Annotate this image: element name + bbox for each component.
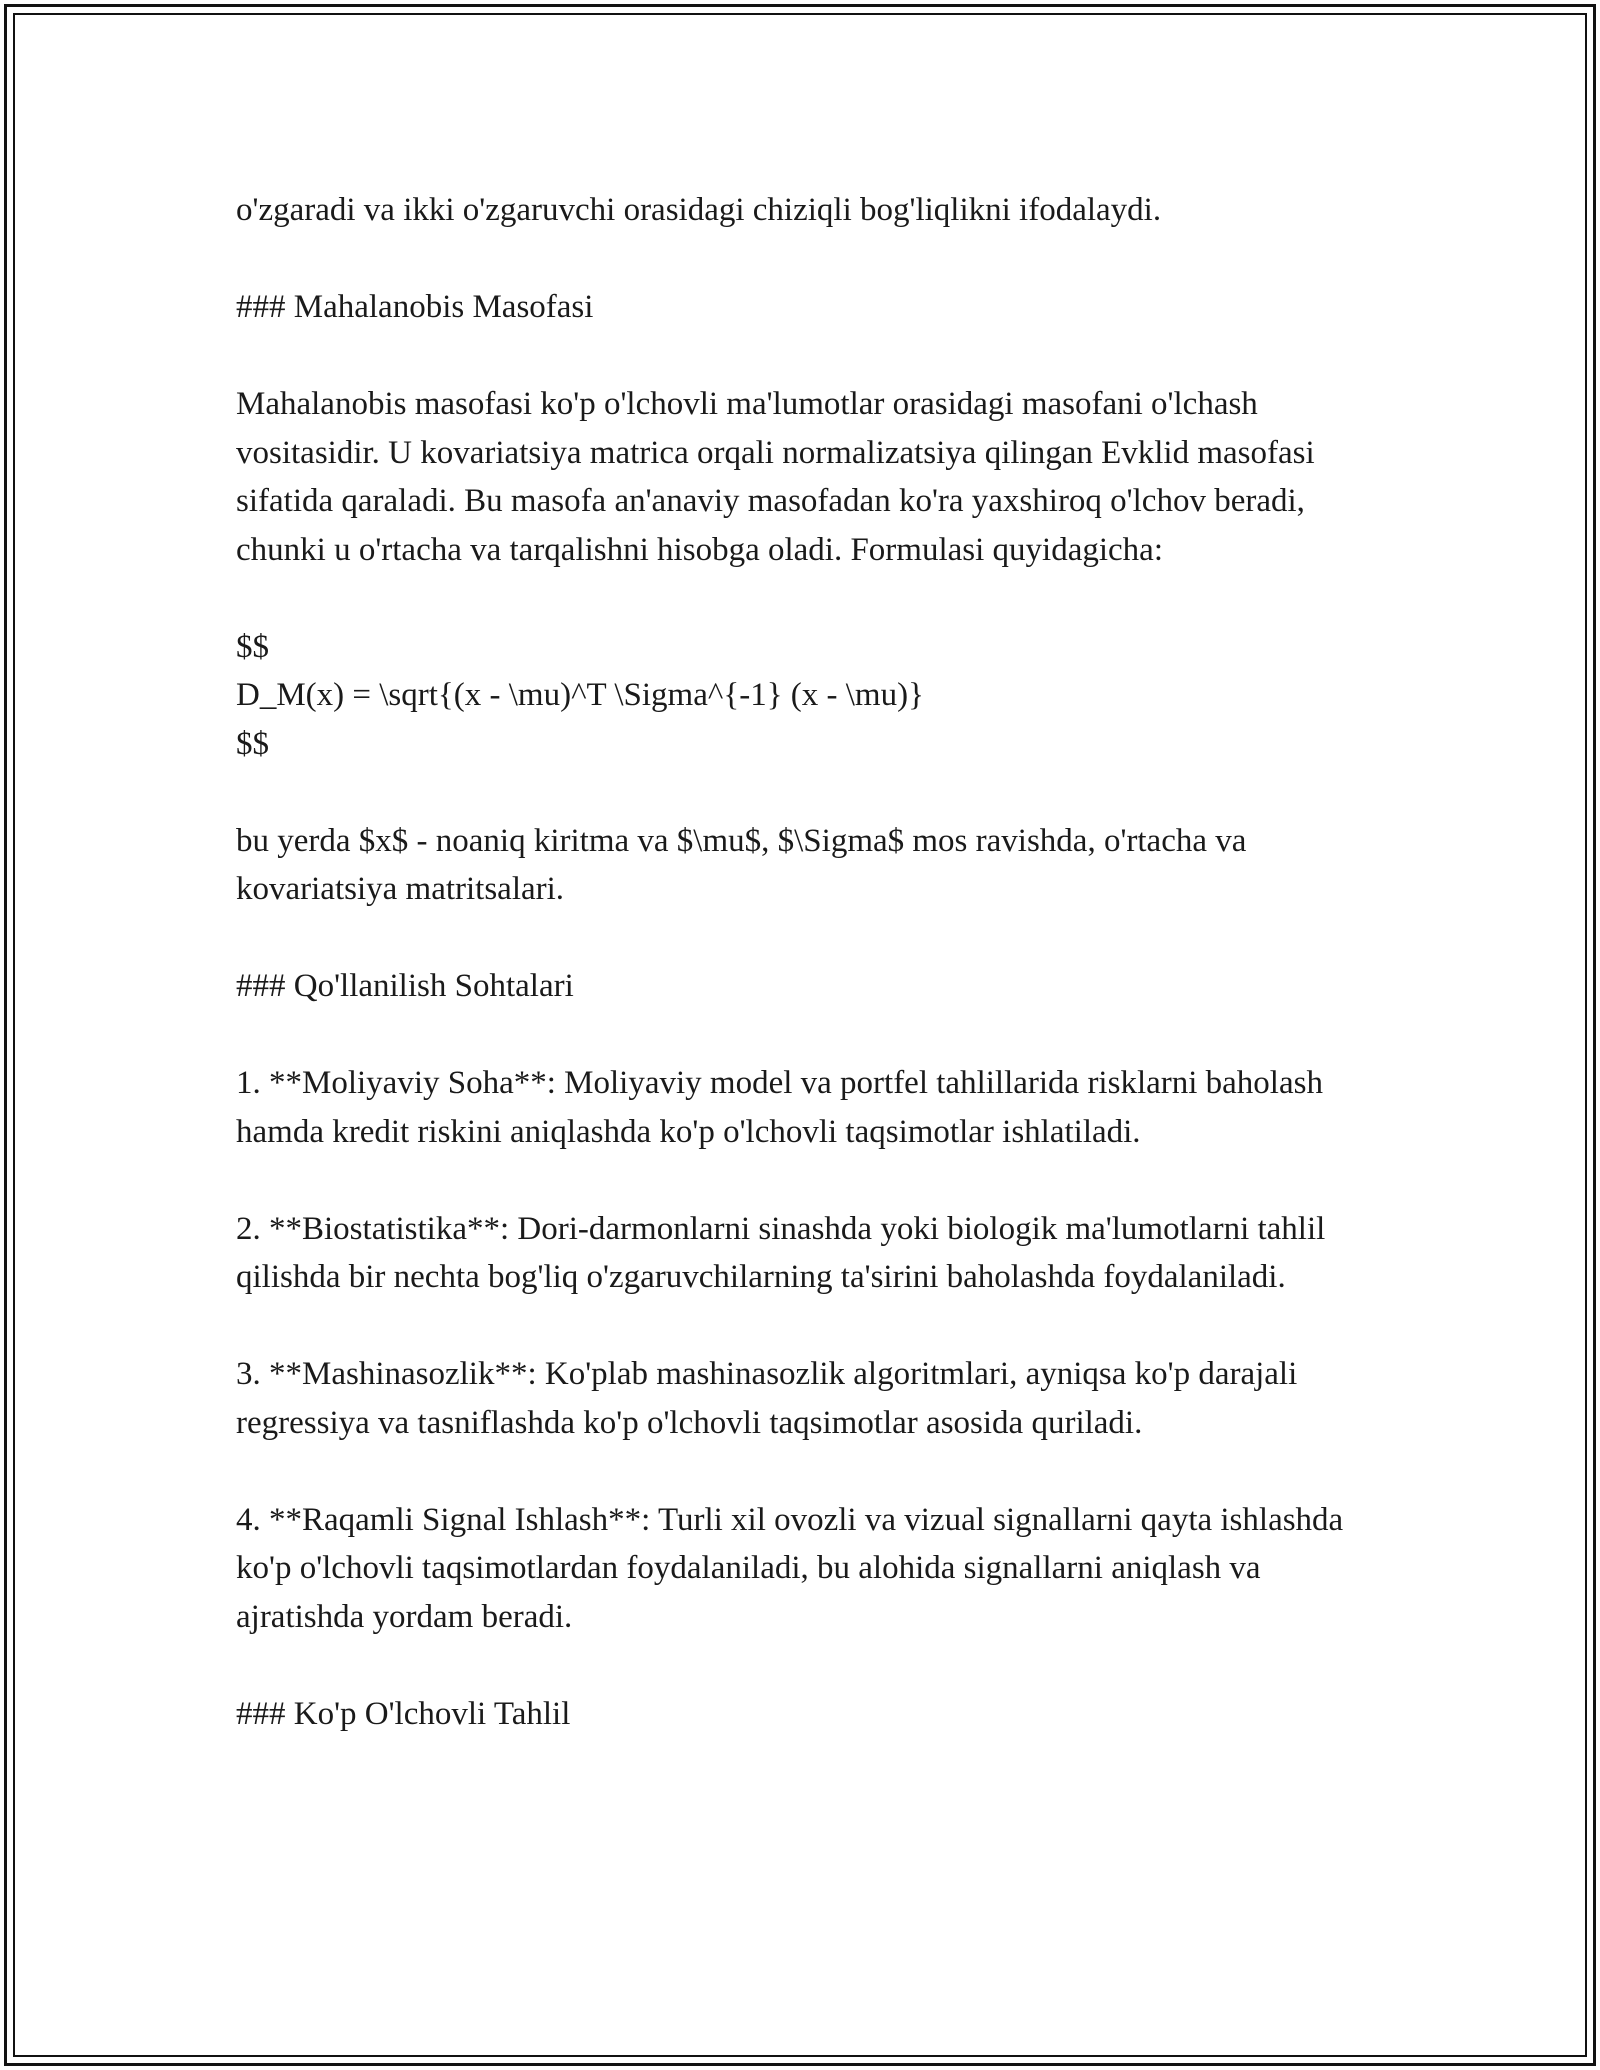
spacer	[236, 1302, 1376, 1351]
spacer	[236, 1447, 1376, 1496]
heading-mahalanobis: ### Mahalanobis Masofasi	[236, 289, 594, 325]
heading-applications: ### Qo'llanilish Sohtalari	[236, 968, 574, 1004]
spacer	[236, 914, 1376, 963]
formula-body: D_M(x) = \sqrt{(x - \mu)^T \Sigma^{-1} (x - \mu)}	[236, 677, 924, 713]
list-item-biostatistics: 2. **Biostatistika**: Dori-darmonlarni sinashda yoki biologik ma'lumotlarni tahlil qilishda bir nechta bog'liq o'zgaruvchilarning ta'sirini baholashda foydalaniladi.	[236, 1210, 1326, 1295]
formula-close-delimiter: $$	[236, 725, 269, 762]
spacer	[236, 1641, 1376, 1690]
spacer	[236, 574, 1376, 623]
document-body	[236, 186, 1376, 1738]
spacer	[236, 1156, 1376, 1205]
spacer	[236, 235, 1376, 284]
list-item-finance: 1. **Moliyaviy Soha**: Moliyaviy model va portfel tahlillarida risklarni baholash hamda kredit riskini aniqlashda ko'p o'lchovli taqsimotlar ishlatiladi.	[236, 1065, 1323, 1150]
spacer	[236, 332, 1376, 381]
heading-multivariate-analysis: ### Ko'p O'lchovli Tahlil	[236, 1695, 571, 1732]
spacer	[236, 768, 1376, 817]
formula-block	[236, 623, 1376, 769]
paragraph-intro: o'zgaradi va ikki o'zgaruvchi orasidagi chiziqli bog'liqlikni ifodalaydi.	[236, 192, 1162, 228]
spacer	[236, 1011, 1376, 1060]
formula-open-delimiter: $$	[236, 628, 269, 665]
list-item-signal-processing: 4. **Raqamli Signal Ishlash**: Turli xil ovozli va vizual signallarni qayta ishlashda ko'p o'lchovli taqsimotlardan foydalaniladi, bu alohida signallarni aniqlash va ajratishda yordam beradi.	[236, 1501, 1344, 1635]
paragraph-formula-explanation: bu yerda $x$ - noaniq kiritma va $\mu$, $\Sigma$ mos ravishda, o'rtacha va kovariatsiya matritsalari.	[236, 822, 1247, 907]
list-item-machine-learning: 3. **Mashinasozlik**: Ko'plab mashinasozlik algoritmlari, ayniqsa ko'p darajali regressiya va tasniflashda ko'p o'lchovli taqsimotlar asosida quriladi.	[236, 1356, 1298, 1441]
paragraph-mahalanobis: Mahalanobis masofasi ko'p o'lchovli ma'lumotlar orasidagi masofani o'lchash vositasidir. U kovariatsiya matrica orqali normalizatsiya qilingan Evklid masofasi sifatida qaraladi. Bu masofa an'anaviy masofadan ko'ra yaxshiroq o'lchov beradi, chunki u o'rtacha va tarqalishni hisobga oladi. Formulasi quyidagicha:	[236, 386, 1315, 568]
